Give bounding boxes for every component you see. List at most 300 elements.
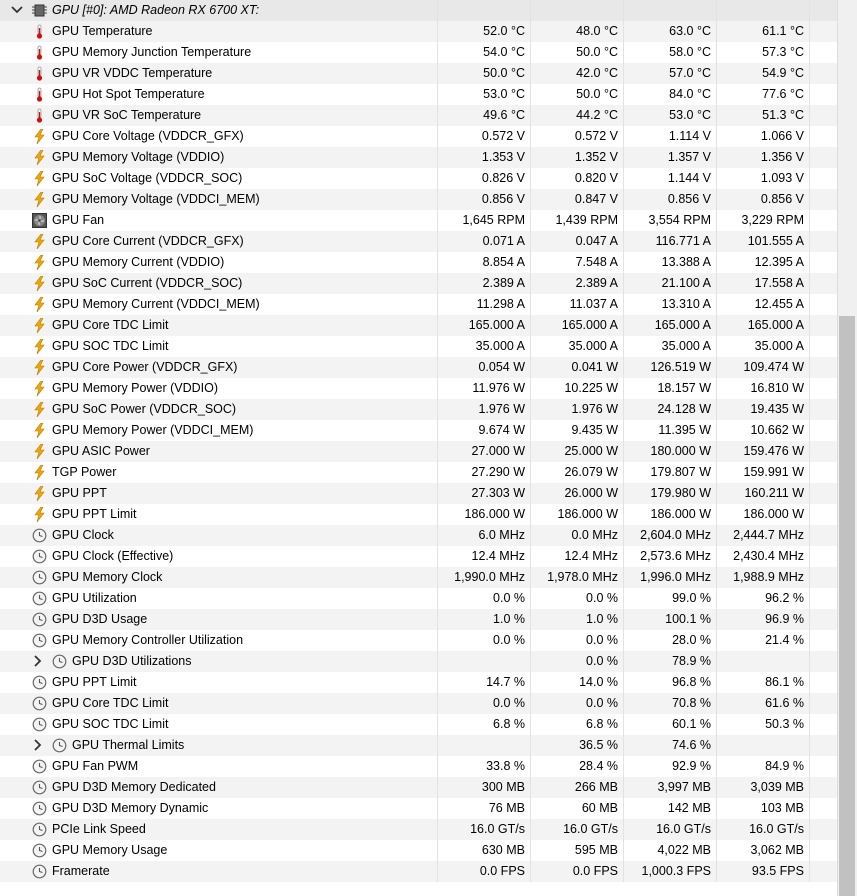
sensor-label: GPU D3D Usage	[52, 612, 148, 626]
clock-icon	[32, 822, 47, 837]
column-divider	[623, 252, 624, 273]
column-divider	[623, 441, 624, 462]
sensor-label: GPU SoC Power (VDDCR_SOC)	[52, 402, 237, 416]
column-divider	[716, 714, 717, 735]
column-divider	[530, 672, 531, 693]
sensor-value-maximum: 3,554 RPM	[648, 213, 711, 227]
column-divider	[809, 651, 810, 672]
sensor-value-average: 159.991 W	[743, 465, 804, 479]
column-divider	[437, 21, 438, 42]
column-divider	[809, 21, 810, 42]
column-divider	[809, 735, 810, 756]
sensor-value-current: 0.0 %	[493, 591, 525, 605]
column-divider	[437, 63, 438, 84]
column-divider	[437, 105, 438, 126]
lightning-icon	[32, 234, 47, 249]
sensor-value-current: 300 MB	[481, 780, 525, 794]
sensor-value-maximum: 142 MB	[667, 801, 711, 815]
column-divider	[530, 546, 531, 567]
column-divider	[809, 462, 810, 483]
column-divider	[437, 546, 438, 567]
sensor-value-average: 1,988.9 MHz	[733, 570, 804, 584]
column-divider	[809, 756, 810, 777]
sensor-label: GPU Fan	[52, 213, 105, 227]
column-divider	[623, 315, 624, 336]
column-divider	[623, 630, 624, 651]
scrollbar-thumb[interactable]	[839, 316, 855, 896]
column-divider	[716, 399, 717, 420]
column-divider	[809, 420, 810, 441]
sensor-row-gpu-clock[interactable]	[0, 525, 837, 546]
chevron-down-icon[interactable]	[10, 3, 24, 17]
column-divider	[530, 714, 531, 735]
sensor-value-average: 19.435 W	[750, 402, 804, 416]
sensor-value-average: 93.5 FPS	[751, 864, 804, 878]
sensor-value-maximum: 186.000 W	[650, 507, 711, 521]
sensor-value-minimum: 28.4 %	[579, 759, 618, 773]
sensor-value-minimum: 14.0 %	[579, 675, 618, 689]
sensor-value-current: 1,990.0 MHz	[454, 570, 525, 584]
column-divider	[809, 357, 810, 378]
column-divider	[716, 189, 717, 210]
sensor-value-minimum: 42.0 °C	[576, 66, 618, 80]
sensor-row-pcie-link-speed[interactable]	[0, 819, 837, 840]
column-divider	[716, 168, 717, 189]
sensor-value-current: 76 MB	[488, 801, 525, 815]
column-divider	[809, 693, 810, 714]
column-divider	[530, 147, 531, 168]
sensor-value-minimum: 1.0 %	[586, 612, 618, 626]
column-divider	[437, 567, 438, 588]
thermometer-icon	[32, 66, 47, 81]
sensor-row-gpu-d3d-memory-dynamic[interactable]	[0, 798, 837, 819]
sensor-row-gpu-d3d-memory-dedicated[interactable]	[0, 777, 837, 798]
sensor-group-row-gpu-thermal-limits[interactable]	[0, 735, 837, 756]
column-divider	[530, 210, 531, 231]
column-divider	[716, 735, 717, 756]
sensor-row-gpu-ppt[interactable]	[0, 483, 837, 504]
sensor-label: GPU PPT Limit	[52, 507, 137, 521]
column-divider	[716, 126, 717, 147]
sensor-label: GPU Memory Current (VDDIO)	[52, 255, 225, 269]
sensor-row-gpu-memory-voltage-vddio[interactable]	[0, 147, 837, 168]
column-divider	[530, 609, 531, 630]
sensor-row-gpu-memory-current-vddio[interactable]	[0, 252, 837, 273]
column-divider	[716, 861, 717, 882]
sensor-value-average: 50.3 %	[765, 717, 804, 731]
column-divider	[623, 651, 624, 672]
column-divider	[809, 483, 810, 504]
sensor-row-gpu-fan[interactable]	[0, 210, 837, 231]
sensor-group-row-gpu-d3d-utilizations[interactable]	[0, 651, 837, 672]
column-divider	[809, 147, 810, 168]
column-divider	[437, 315, 438, 336]
column-divider	[716, 210, 717, 231]
column-divider	[809, 336, 810, 357]
column-divider	[809, 777, 810, 798]
sensor-label: GPU Memory Junction Temperature	[52, 45, 252, 59]
lightning-icon	[32, 423, 47, 438]
clock-icon	[32, 549, 47, 564]
column-divider	[716, 378, 717, 399]
sensor-value-maximum: 84.0 °C	[669, 87, 711, 101]
gpu-group-header[interactable]	[0, 0, 837, 21]
lightning-icon	[32, 339, 47, 354]
column-divider	[809, 819, 810, 840]
sensor-value-current: 1.0 %	[493, 612, 525, 626]
sensor-row-gpu-ppt-limit[interactable]	[0, 504, 837, 525]
sensor-row-gpu-memory-controller-utilization[interactable]	[0, 630, 837, 651]
sensor-row-gpu-d3d-usage[interactable]	[0, 609, 837, 630]
column-divider	[437, 126, 438, 147]
vertical-scrollbar[interactable]	[837, 0, 857, 896]
column-divider	[437, 84, 438, 105]
sensor-row-gpu-memory-voltage-vddci-mem[interactable]	[0, 189, 837, 210]
sensor-value-minimum: 1,439 RPM	[555, 213, 618, 227]
sensor-label: GPU PPT	[52, 486, 107, 500]
sensor-label: GPU D3D Memory Dynamic	[52, 801, 209, 815]
column-divider	[623, 756, 624, 777]
thermometer-icon	[32, 45, 47, 60]
sensor-value-maximum: 78.9 %	[672, 654, 711, 668]
sensor-value-current: 27.290 W	[471, 465, 525, 479]
column-divider	[716, 294, 717, 315]
column-divider	[809, 378, 810, 399]
sensor-value-minimum: 0.0 %	[586, 591, 618, 605]
column-divider	[623, 798, 624, 819]
column-divider	[809, 672, 810, 693]
sensor-row-gpu-core-power-vddcr-gfx[interactable]	[0, 357, 837, 378]
column-divider	[530, 777, 531, 798]
sensor-value-current	[437, 651, 525, 672]
sensor-label: GPU VR SoC Temperature	[52, 108, 202, 122]
sensor-label: GPU Memory Usage	[52, 843, 168, 857]
sensor-row-gpu-clock-effective[interactable]	[0, 546, 837, 567]
sensor-label: GPU Temperature	[52, 24, 153, 38]
clock-icon	[32, 528, 47, 543]
sensor-value-current: 0.054 W	[478, 360, 525, 374]
sensor-value-average: 84.9 %	[765, 759, 804, 773]
sensor-value-maximum: 116.771 A	[655, 234, 711, 248]
column-divider	[623, 588, 624, 609]
sensor-label: GPU D3D Utilizations	[72, 654, 192, 668]
column-divider	[530, 840, 531, 861]
thermometer-icon	[32, 24, 47, 39]
sensor-value-maximum: 3,997 MB	[657, 780, 711, 794]
lightning-icon	[32, 276, 47, 291]
column-divider	[623, 336, 624, 357]
column-divider	[716, 630, 717, 651]
sensor-value-minimum: 0.0 %	[586, 654, 618, 668]
sensor-value-current: 35.000 A	[475, 339, 525, 353]
column-divider	[437, 294, 438, 315]
column-divider	[530, 399, 531, 420]
clock-icon	[32, 717, 47, 732]
sensor-value-average: 2,430.4 MHz	[733, 549, 804, 563]
sensor-value-minimum: 50.0 °C	[576, 45, 618, 59]
sensor-label: GPU Clock	[52, 528, 114, 542]
sensor-value-maximum: 60.1 %	[672, 717, 711, 731]
sensor-value-maximum: 28.0 %	[672, 633, 711, 647]
sensor-row-gpu-memory-usage[interactable]	[0, 840, 837, 861]
sensor-value-minimum: 0.820 V	[574, 171, 618, 185]
column-divider	[437, 756, 438, 777]
column-divider	[623, 63, 624, 84]
sensor-value-maximum: 179.980 W	[650, 486, 711, 500]
column-divider	[437, 735, 438, 756]
column-divider	[623, 84, 624, 105]
sensor-label: GPU VR VDDC Temperature	[52, 66, 213, 80]
column-divider	[437, 189, 438, 210]
sensor-label: GPU Core Power (VDDCR_GFX)	[52, 360, 238, 374]
sensor-value-maximum: 165.000 A	[654, 318, 711, 332]
sensor-row-gpu-vr-soc-temperature[interactable]	[0, 105, 837, 126]
sensor-value-average: 35.000 A	[754, 339, 804, 353]
sensor-label: GPU Memory Controller Utilization	[52, 633, 244, 647]
column-divider	[437, 357, 438, 378]
sensor-value-current: 186.000 W	[464, 507, 525, 521]
sensor-value-maximum: 63.0 °C	[669, 24, 711, 38]
column-divider	[623, 525, 624, 546]
sensor-value-current: 0.0 FPS	[479, 864, 525, 878]
column-divider	[809, 399, 810, 420]
column-divider	[623, 105, 624, 126]
column-divider	[716, 273, 717, 294]
sensor-value-maximum: 0.856 V	[667, 192, 711, 206]
sensor-label: GPU Thermal Limits	[72, 738, 185, 752]
column-divider	[716, 819, 717, 840]
sensor-row-gpu-memory-power-vddio[interactable]	[0, 378, 837, 399]
column-divider	[623, 714, 624, 735]
sensor-value-minimum: 48.0 °C	[576, 24, 618, 38]
column-divider	[623, 504, 624, 525]
sensor-value-maximum: 1,000.3 FPS	[641, 864, 711, 878]
column-divider	[809, 609, 810, 630]
sensor-value-maximum: 1.357 V	[667, 150, 711, 164]
sensor-value-current: 8.854 A	[482, 255, 525, 269]
column-divider	[809, 84, 810, 105]
sensor-value-average: 17.558 A	[754, 276, 804, 290]
sensor-row-gpu-fan-pwm[interactable]	[0, 756, 837, 777]
sensor-value-current: 1,645 RPM	[462, 213, 525, 227]
column-divider	[437, 672, 438, 693]
sensor-value-average: 1.356 V	[760, 150, 804, 164]
column-divider	[716, 42, 717, 63]
sensor-value-minimum: 0.847 V	[574, 192, 618, 206]
sensor-row-gpu-asic-power[interactable]	[0, 441, 837, 462]
column-divider	[809, 210, 810, 231]
sensor-value-maximum: 99.0 %	[672, 591, 711, 605]
lightning-icon	[32, 297, 47, 312]
column-divider	[716, 840, 717, 861]
sensor-value-minimum: 1,978.0 MHz	[547, 570, 618, 584]
sensor-label: GPU D3D Memory Dedicated	[52, 780, 216, 794]
sensor-value-maximum: 16.0 GT/s	[656, 822, 711, 836]
column-divider	[716, 462, 717, 483]
sensor-value-current: 12.4 MHz	[471, 549, 525, 563]
sensor-value-current: 630 MB	[481, 843, 525, 857]
sensor-value-minimum: 165.000 A	[561, 318, 618, 332]
column-divider	[716, 315, 717, 336]
sensor-value-maximum: 21.100 A	[661, 276, 711, 290]
sensor-row-gpu-core-voltage-vddcr-gfx[interactable]	[0, 126, 837, 147]
column-divider	[809, 0, 810, 21]
sensor-label: GPU Utilization	[52, 591, 137, 605]
sensor-value-current: 1.976 W	[478, 402, 525, 416]
sensor-label: GPU SoC Current (VDDCR_SOC)	[52, 276, 243, 290]
sensor-row-gpu-core-current-vddcr-gfx[interactable]	[0, 231, 837, 252]
sensor-row-gpu-memory-current-vddci-mem[interactable]	[0, 294, 837, 315]
column-divider	[716, 0, 717, 21]
sensor-value-current: 6.0 MHz	[478, 528, 525, 542]
sensor-value-current: 2.389 A	[482, 276, 525, 290]
sensor-value-current: 0.856 V	[481, 192, 525, 206]
column-divider	[716, 441, 717, 462]
column-divider	[437, 798, 438, 819]
column-divider	[716, 147, 717, 168]
column-divider	[809, 315, 810, 336]
sensor-row-gpu-core-tdc-limit[interactable]	[0, 315, 837, 336]
sensor-value-current	[437, 735, 525, 756]
sensor-value-minimum: 7.548 A	[575, 255, 618, 269]
sensor-value-current: 1.353 V	[481, 150, 525, 164]
column-divider	[437, 273, 438, 294]
sensor-row-gpu-memory-power-vddci-mem[interactable]	[0, 420, 837, 441]
sensor-value-minimum: 9.435 W	[571, 423, 618, 437]
clock-icon	[32, 801, 47, 816]
lightning-icon	[32, 402, 47, 417]
lightning-icon	[32, 486, 47, 501]
sensor-value-minimum: 0.0 FPS	[572, 864, 618, 878]
column-divider	[437, 378, 438, 399]
column-divider	[530, 105, 531, 126]
sensor-row-gpu-memory-clock[interactable]	[0, 567, 837, 588]
column-divider	[623, 546, 624, 567]
column-divider	[437, 0, 438, 21]
column-divider	[437, 420, 438, 441]
column-divider	[530, 693, 531, 714]
sensor-row-gpu-utilization[interactable]	[0, 588, 837, 609]
sensor-value-minimum: 50.0 °C	[576, 87, 618, 101]
column-divider	[623, 231, 624, 252]
column-divider	[530, 630, 531, 651]
sensor-label: TGP Power	[52, 465, 117, 479]
column-divider	[623, 21, 624, 42]
sensor-row-gpu-soc-tdc-limit[interactable]	[0, 336, 837, 357]
sensor-label: GPU SOC TDC Limit	[52, 717, 169, 731]
sensor-row-gpu-ppt-limit[interactable]	[0, 672, 837, 693]
sensor-row-gpu-soc-voltage-vddcr-soc[interactable]	[0, 168, 837, 189]
sensor-value-minimum: 16.0 GT/s	[563, 822, 618, 836]
column-divider	[623, 294, 624, 315]
clock-icon	[52, 738, 67, 753]
sensor-value-minimum: 0.041 W	[571, 360, 618, 374]
sensor-row-framerate[interactable]	[0, 861, 837, 882]
column-divider	[530, 252, 531, 273]
column-divider	[623, 189, 624, 210]
sensor-label: GPU ASIC Power	[52, 444, 150, 458]
column-divider	[809, 588, 810, 609]
sensor-row-gpu-core-tdc-limit[interactable]	[0, 693, 837, 714]
sensor-row-gpu-hot-spot-temperature[interactable]	[0, 84, 837, 105]
sensor-label: GPU Core TDC Limit	[52, 696, 169, 710]
sensor-value-minimum: 10.225 W	[564, 381, 618, 395]
column-divider	[530, 336, 531, 357]
chevron-right-icon[interactable]	[30, 654, 44, 668]
column-divider	[530, 861, 531, 882]
sensor-row-gpu-soc-tdc-limit[interactable]	[0, 714, 837, 735]
sensor-value-current: 16.0 GT/s	[470, 822, 525, 836]
column-divider	[809, 63, 810, 84]
column-divider	[437, 651, 438, 672]
clock-icon	[32, 633, 47, 648]
column-divider	[623, 777, 624, 798]
column-divider	[809, 714, 810, 735]
column-divider	[530, 42, 531, 63]
column-divider	[809, 273, 810, 294]
sensor-label: GPU Core Voltage (VDDCR_GFX)	[52, 129, 244, 143]
clock-icon	[32, 612, 47, 627]
sensor-row-gpu-soc-power-vddcr-soc[interactable]	[0, 399, 837, 420]
column-divider	[530, 588, 531, 609]
column-divider	[623, 42, 624, 63]
clock-icon	[32, 696, 47, 711]
sensor-row-gpu-vr-vddc-temperature[interactable]	[0, 63, 837, 84]
sensor-label: GPU Memory Voltage (VDDCI_MEM)	[52, 192, 260, 206]
column-divider	[437, 42, 438, 63]
sensor-row-gpu-temperature[interactable]	[0, 21, 837, 42]
clock-icon	[32, 780, 47, 795]
column-divider	[437, 399, 438, 420]
sensor-value-maximum: 126.519 W	[650, 360, 711, 374]
gpu-group-title: GPU [#0]: AMD Radeon RX 6700 XT:	[52, 3, 260, 17]
clock-icon	[32, 759, 47, 774]
sensor-value-average: 103 MB	[760, 801, 804, 815]
clock-icon	[32, 843, 47, 858]
sensor-value-maximum: 18.157 W	[657, 381, 711, 395]
sensor-value-average: 16.810 W	[750, 381, 804, 395]
sensor-value-average: 3,062 MB	[750, 843, 804, 857]
sensor-value-maximum: 1,996.0 MHz	[640, 570, 711, 584]
sensor-row-gpu-memory-junction-temperature[interactable]	[0, 42, 837, 63]
sensor-value-current: 49.6 °C	[483, 108, 525, 122]
sensor-value-maximum: 1.144 V	[667, 171, 711, 185]
column-divider	[809, 525, 810, 546]
column-divider	[716, 504, 717, 525]
column-divider	[716, 798, 717, 819]
column-divider	[530, 504, 531, 525]
column-divider	[716, 777, 717, 798]
sensor-value-minimum: 36.5 %	[579, 738, 618, 752]
sensor-row-tgp-power[interactable]	[0, 462, 837, 483]
column-divider	[437, 441, 438, 462]
sensor-value-maximum: 13.388 A	[661, 255, 711, 269]
chevron-right-icon[interactable]	[30, 738, 44, 752]
column-divider	[623, 462, 624, 483]
sensor-value-maximum: 13.310 A	[661, 297, 711, 311]
sensor-value-maximum: 92.9 %	[672, 759, 711, 773]
sensor-row-gpu-soc-current-vddcr-soc[interactable]	[0, 273, 837, 294]
sensor-label: GPU SOC TDC Limit	[52, 339, 169, 353]
sensor-label: GPU Memory Voltage (VDDIO)	[52, 150, 225, 164]
column-divider	[530, 819, 531, 840]
column-divider	[716, 357, 717, 378]
column-divider	[530, 168, 531, 189]
sensor-value-current: 9.674 W	[478, 423, 525, 437]
sensor-value-average: 12.395 A	[754, 255, 804, 269]
sensor-value-minimum: 0.047 A	[575, 234, 618, 248]
sensor-value-minimum: 6.8 %	[586, 717, 618, 731]
